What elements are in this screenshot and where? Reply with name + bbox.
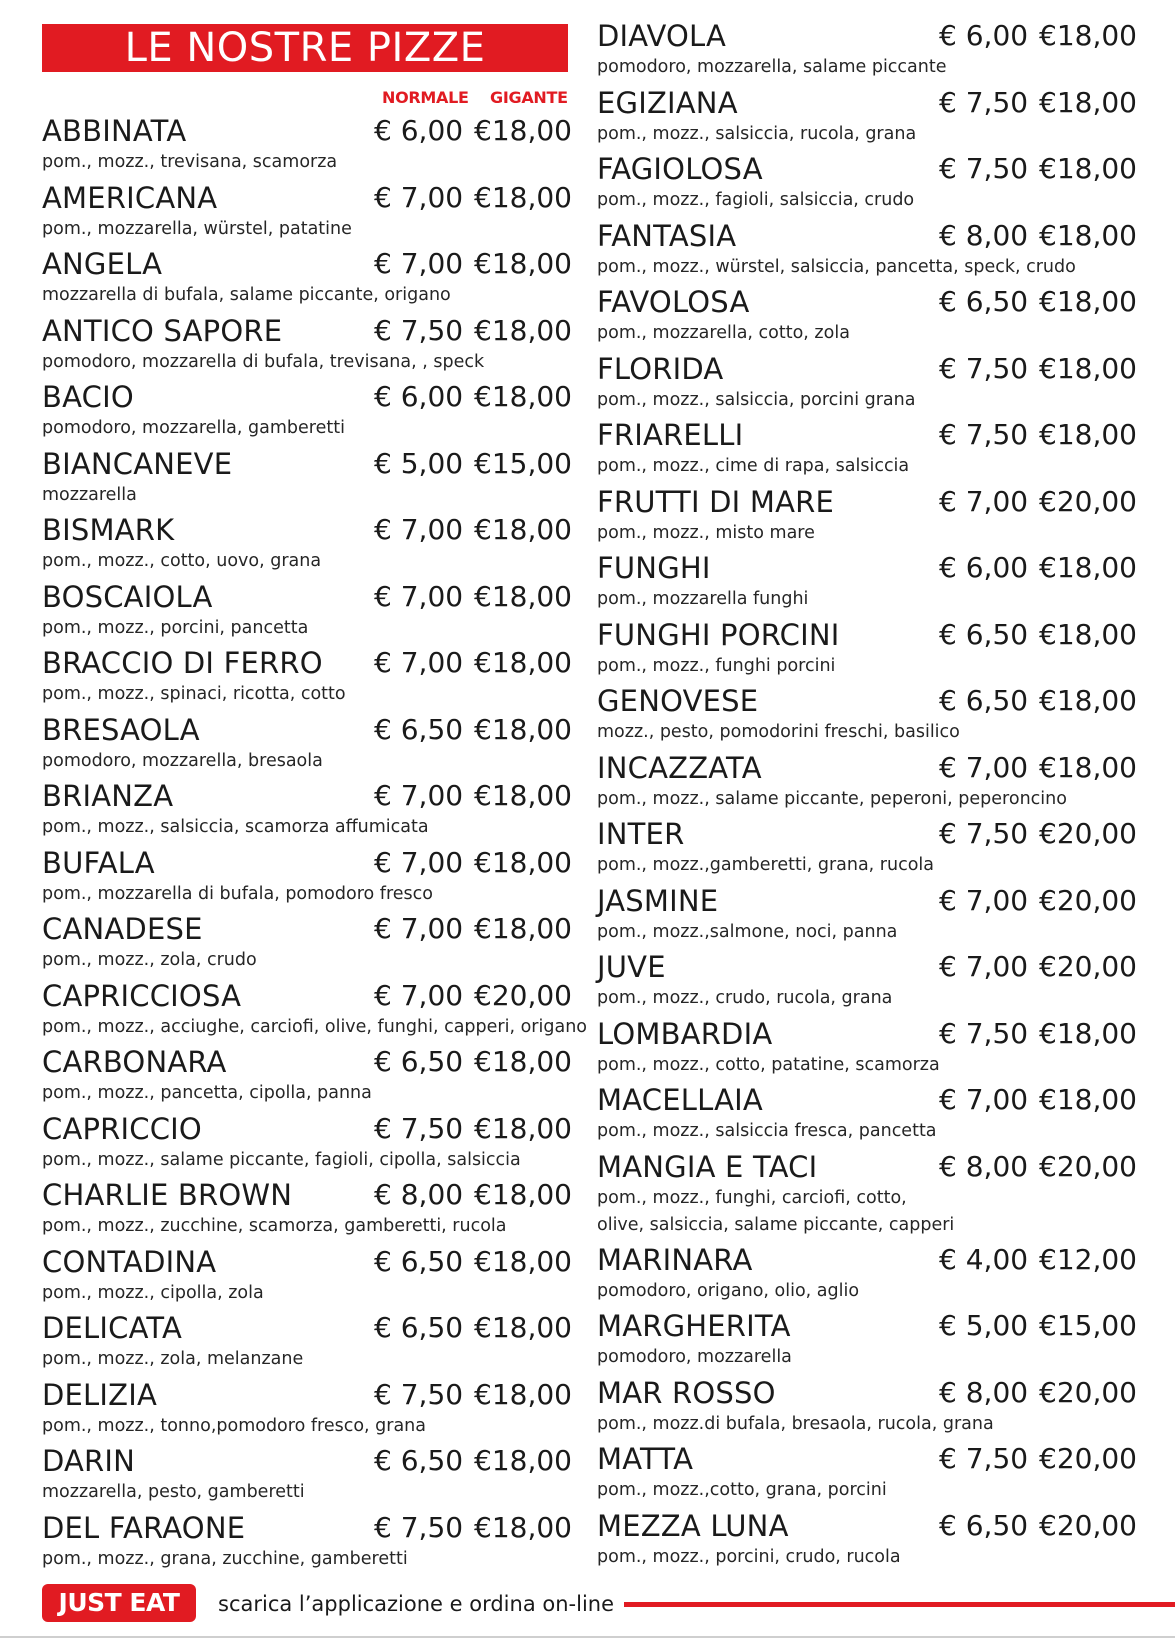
menu-title: LE NOSTRE PIZZE <box>42 24 568 72</box>
pizza-ingredients: pom., mozz., salame piccante, peperoni, peperoncino <box>597 788 1067 809</box>
pizza-name: INTER <box>597 817 685 851</box>
price-gigante: €18,00 <box>1039 750 1137 784</box>
price-gigante: €18,00 <box>1039 684 1137 717</box>
price-gigante: €18,00 <box>474 1045 572 1078</box>
pizza-ingredients: pomodoro, mozzarella, salame piccante <box>597 57 947 77</box>
pizza-ingredients: pom., mozz., würstel, salsiccia, pancetta, speck, crudo <box>597 256 1076 277</box>
pizza-ingredients: pomodoro, mozzarella, bresaola <box>42 750 323 771</box>
price-normale: € 7,00 <box>374 247 464 280</box>
price-normale: € 4,00 <box>939 1242 1029 1276</box>
pizza-name: LOMBARDIA <box>597 1016 773 1051</box>
pizza-ingredients: pom., mozz., pancetta, cipolla, panna <box>42 1083 372 1103</box>
price-group <box>939 1149 1137 1185</box>
pizza-name: CHARLIE BROWN <box>42 1178 293 1212</box>
price-gigante: €15,00 <box>1039 1309 1137 1342</box>
menu-item <box>597 151 1137 218</box>
price-group <box>939 683 1137 719</box>
price-group <box>374 579 572 615</box>
pizza-name: INCAZZATA <box>597 750 762 785</box>
price-normale: € 6,00 <box>939 551 1029 584</box>
menu-item <box>597 1308 1137 1375</box>
pizza-ingredients: pom., mozz., grana, zucchine, gamberetti <box>42 1548 408 1569</box>
price-normale: € 7,00 <box>374 646 464 679</box>
price-group <box>374 1177 572 1213</box>
price-normale: € 7,00 <box>939 1083 1029 1116</box>
price-normale: € 6,50 <box>939 285 1029 318</box>
price-gigante: €20,00 <box>1039 1442 1137 1475</box>
pizza-name: AMERICANA <box>42 180 218 215</box>
pizza-ingredients: pom., mozz., trevisana, scamorza <box>42 152 338 172</box>
pizza-ingredients: pom., mozzarella di bufala, pomodoro fresco <box>42 883 433 904</box>
price-group <box>939 617 1137 653</box>
price-normale: € 7,50 <box>939 85 1029 119</box>
price-gigante: €20,00 <box>1039 883 1137 917</box>
menu-item <box>597 85 1137 152</box>
price-gigante: €18,00 <box>1039 551 1137 584</box>
footer-divider <box>624 1602 1175 1607</box>
pizza-ingredients: mozzarella, pesto, gamberetti <box>42 1482 305 1502</box>
pizza-ingredients: pomodoro, mozzarella, gamberetti <box>42 418 345 438</box>
price-group <box>939 85 1137 121</box>
menu-item <box>597 1441 1137 1508</box>
pizza-name: EGIZIANA <box>597 85 738 120</box>
pizza-ingredients: pom., mozzarella, würstel, patatine <box>42 218 352 239</box>
price-group <box>374 1510 572 1546</box>
menu-item <box>42 911 572 978</box>
pizza-name: DELIZIA <box>42 1377 158 1412</box>
menu-item <box>597 816 1137 883</box>
price-group <box>939 18 1137 54</box>
pizza-name: FRUTTI DI MARE <box>597 484 834 519</box>
price-normale: € 7,00 <box>939 484 1029 518</box>
menu-item <box>597 18 1137 85</box>
price-group <box>939 550 1137 586</box>
menu-item <box>42 512 572 579</box>
menu-item <box>42 1310 572 1377</box>
menu-item <box>42 978 587 1045</box>
price-group <box>374 1310 572 1346</box>
menu-item <box>597 1016 1137 1083</box>
pizza-ingredients: pom., mozz., salsiccia fresca, pancetta <box>597 1121 937 1141</box>
price-group <box>374 446 572 482</box>
price-gigante: €18,00 <box>1039 285 1137 318</box>
pizza-name: CAPRICCIO <box>42 1111 202 1146</box>
pizza-ingredients: pom., mozz., cime di rapa, salsiccia <box>597 456 910 476</box>
menu-item <box>42 379 572 446</box>
price-group <box>939 1508 1137 1544</box>
price-gigante: €20,00 <box>1039 1375 1137 1409</box>
price-group <box>939 151 1137 187</box>
price-gigante: €18,00 <box>474 513 572 546</box>
price-gigante: €20,00 <box>474 978 572 1012</box>
price-normale: € 6,50 <box>374 1244 464 1278</box>
price-gigante: €18,00 <box>474 247 572 280</box>
price-gigante: €20,00 <box>1039 1149 1137 1183</box>
pizza-name: FANTASIA <box>597 218 737 253</box>
price-group <box>939 1375 1137 1411</box>
menu-item <box>42 1044 572 1111</box>
price-group <box>939 816 1137 852</box>
price-normale: € 7,00 <box>374 579 464 613</box>
price-gigante: €18,00 <box>1039 1083 1137 1116</box>
price-group <box>374 712 572 748</box>
price-group <box>939 750 1137 786</box>
price-gigante: €18,00 <box>474 712 572 746</box>
price-normale: € 7,50 <box>939 418 1029 451</box>
pizza-name: ABBINATA <box>42 114 187 148</box>
price-gigante: €18,00 <box>1039 152 1137 185</box>
menu-item <box>597 1242 1137 1309</box>
pizza-name: MAR ROSSO <box>597 1375 776 1410</box>
pizza-ingredients: pom., mozz., cipolla, zola <box>42 1282 264 1303</box>
pizza-ingredients: pom., mozz., funghi, carciofi, cotto, <box>597 1187 907 1208</box>
price-normale: € 7,50 <box>939 152 1029 185</box>
pizza-name: FLORIDA <box>597 351 724 386</box>
menu-item <box>597 1508 1137 1575</box>
price-normale: € 6,00 <box>374 380 464 413</box>
pizza-name: FUNGHI PORCINI <box>597 617 840 652</box>
price-normale: € 7,50 <box>939 1442 1029 1475</box>
price-normale: € 7,00 <box>374 513 464 546</box>
price-normale: € 8,00 <box>939 1149 1029 1183</box>
price-gigante: €18,00 <box>474 1444 572 1477</box>
price-normale: € 7,50 <box>374 1377 464 1411</box>
price-normale: € 5,00 <box>939 1309 1029 1342</box>
price-gigante: €18,00 <box>474 1510 572 1544</box>
pizza-ingredients: pom., mozz., cotto, uovo, grana <box>42 551 322 571</box>
price-gigante: €18,00 <box>1039 1016 1137 1050</box>
pizza-ingredients: pom., mozz., zola, melanzane <box>42 1349 304 1369</box>
right-column <box>597 18 1137 1574</box>
price-group <box>939 1016 1137 1052</box>
price-normale: € 6,50 <box>939 684 1029 717</box>
pizza-ingredients: pom., mozz., porcini, crudo, rucola <box>597 1546 901 1567</box>
menu-item <box>42 246 572 313</box>
pizza-name: BRESAOLA <box>42 712 200 747</box>
pizza-ingredients: pomodoro, origano, olio, aglio <box>597 1280 860 1301</box>
pizza-name: BIANCANEVE <box>42 446 233 481</box>
price-normale: € 7,50 <box>374 1111 464 1145</box>
pizza-ingredients: pom., mozz.,salmone, noci, panna <box>597 921 898 942</box>
price-gigante: €18,00 <box>474 180 572 214</box>
price-group <box>939 1441 1137 1477</box>
price-group <box>374 313 572 349</box>
price-group <box>374 645 572 681</box>
pizza-name: DIAVOLA <box>597 19 727 53</box>
pizza-ingredients: pom., mozzarella, cotto, zola <box>597 323 850 343</box>
pizza-name: FRIARELLI <box>597 418 744 452</box>
price-gigante: €18,00 <box>474 1311 572 1344</box>
menu-item <box>42 446 572 513</box>
pizza-name: BRIANZA <box>42 779 174 813</box>
pizza-name: MARGHERITA <box>597 1309 791 1343</box>
price-group <box>374 1044 572 1080</box>
price-gigante: €12,00 <box>1039 1242 1137 1276</box>
price-gigante: €15,00 <box>474 446 572 480</box>
pizza-ingredients: pom., mozz., zola, crudo <box>42 950 257 970</box>
footer-text: scarica l’applicazione e ordina on-line <box>218 1592 615 1616</box>
pizza-ingredients: pom., mozz., crudo, rucola, grana <box>597 988 893 1008</box>
pizza-name: MACELLAIA <box>597 1083 763 1117</box>
price-normale: € 6,00 <box>939 19 1029 52</box>
menu-item <box>597 617 1137 684</box>
price-gigante: €18,00 <box>474 845 572 879</box>
pizza-name: MATTA <box>597 1442 694 1476</box>
pizza-name: FAVOLOSA <box>597 285 750 319</box>
price-group <box>374 845 572 881</box>
pizza-ingredients: pom., mozz., salsiccia, porcini grana <box>597 389 916 410</box>
price-gigante: €20,00 <box>1039 817 1137 850</box>
menu-item <box>42 579 572 646</box>
menu-item <box>597 1375 1137 1442</box>
pizza-name: DEL FARAONE <box>42 1510 246 1545</box>
menu-item <box>42 1510 572 1577</box>
pizza-ingredients: pom., mozz., misto mare <box>597 522 815 543</box>
price-gigante: €18,00 <box>474 912 572 945</box>
price-normale: € 7,00 <box>374 180 464 214</box>
price-group <box>374 1377 572 1413</box>
price-group <box>374 113 572 149</box>
menu-item <box>42 1377 572 1444</box>
price-normale: € 6,00 <box>374 114 464 147</box>
menu-item <box>42 712 572 779</box>
pizza-ingredients: pom., mozz., salsiccia, rucola, grana <box>597 123 917 144</box>
just-eat-logo[interactable]: JUST EAT <box>42 1584 196 1622</box>
menu-item <box>597 949 1137 1016</box>
pizza-ingredients: pom., mozz.,gamberetti, grana, rucola <box>597 855 935 875</box>
price-gigante: €18,00 <box>474 1377 572 1411</box>
price-gigante: €18,00 <box>1039 418 1137 451</box>
pizza-ingredients: mozzarella di bufala, salame piccante, origano <box>42 285 451 305</box>
price-normale: € 6,50 <box>374 1045 464 1078</box>
pizza-name: ANTICO SAPORE <box>42 313 283 348</box>
pizza-ingredients: pomodoro, mozzarella di bufala, trevisana, , speck <box>42 351 485 372</box>
price-group <box>939 351 1137 387</box>
pizza-ingredients: pom., mozz.di bufala, bresaola, rucola, grana <box>597 1413 994 1434</box>
pizza-ingredients-continued: olive, salsiccia, salame piccante, capperi <box>597 1214 955 1235</box>
price-group <box>374 512 572 548</box>
price-group <box>939 1308 1137 1344</box>
pizza-ingredients: pom., mozz., salame piccante, fagioli, cipolla, salsiccia <box>42 1149 521 1170</box>
menu-item <box>597 484 1137 551</box>
pizza-name: JUVE <box>597 950 666 984</box>
pizza-name: CARBONARA <box>42 1045 227 1079</box>
pizza-name: MARINARA <box>597 1242 753 1277</box>
price-gigante: €20,00 <box>1039 484 1137 518</box>
price-group <box>939 883 1137 919</box>
pizza-name: MANGIA E TACI <box>597 1149 818 1184</box>
price-normale: € 8,00 <box>374 1178 464 1211</box>
column-header-gigante: GIGANTE <box>490 88 568 107</box>
price-gigante: €18,00 <box>474 1178 572 1211</box>
price-normale: € 7,50 <box>374 1510 464 1544</box>
pizza-ingredients: pom., mozz., cotto, patatine, scamorza <box>597 1054 940 1075</box>
menu-item <box>597 218 1137 285</box>
price-normale: € 7,00 <box>939 950 1029 983</box>
price-gigante: €20,00 <box>1039 950 1137 983</box>
bottom-border <box>0 1636 1175 1638</box>
price-gigante: €18,00 <box>1039 85 1137 119</box>
price-group <box>939 284 1137 320</box>
pizza-name: BUFALA <box>42 845 155 880</box>
price-group <box>374 1244 572 1280</box>
price-normale: € 7,50 <box>939 817 1029 850</box>
price-normale: € 7,00 <box>939 750 1029 784</box>
pizza-ingredients: pom., mozz., acciughe, carciofi, olive, funghi, capperi, origano <box>42 1016 587 1037</box>
pizza-ingredients: pom., mozz., tonno,pomodoro fresco, grana <box>42 1415 427 1436</box>
price-normale: € 6,50 <box>374 1444 464 1477</box>
pizza-ingredients: pom., mozz., funghi porcini <box>597 655 836 676</box>
left-column <box>42 113 587 1576</box>
menu-item <box>597 284 1137 351</box>
pizza-name: FAGIOLOSA <box>597 152 763 186</box>
pizza-ingredients: pom., mozz.,cotto, grana, porcini <box>597 1480 887 1500</box>
pizza-ingredients: pom., mozzarella funghi <box>597 589 809 609</box>
price-group <box>939 949 1137 985</box>
price-normale: € 5,00 <box>374 446 464 480</box>
price-normale: € 6,50 <box>939 1508 1029 1542</box>
price-gigante: €18,00 <box>474 779 572 812</box>
pizza-name: BACIO <box>42 380 134 414</box>
price-normale: € 7,00 <box>939 883 1029 917</box>
price-gigante: €18,00 <box>474 313 572 347</box>
price-gigante: €18,00 <box>474 1244 572 1278</box>
price-gigante: €18,00 <box>1039 19 1137 52</box>
pizza-ingredients: mozz., pesto, pomodorini freschi, basilico <box>597 722 960 742</box>
price-normale: € 7,00 <box>374 978 464 1012</box>
pizza-ingredients: pom., mozz., salsiccia, scamorza affumicata <box>42 817 429 837</box>
menu-item <box>42 1244 572 1311</box>
pizza-name: ANGELA <box>42 247 163 281</box>
menu-item <box>42 1443 572 1510</box>
price-group <box>374 778 572 814</box>
menu-item <box>597 883 1137 950</box>
pizza-name: FUNGHI <box>597 551 711 585</box>
pizza-name: DARIN <box>42 1444 136 1478</box>
price-group <box>374 1111 572 1147</box>
menu-item <box>597 417 1137 484</box>
pizza-name: CONTADINA <box>42 1244 217 1279</box>
pizza-name: BOSCAIOLA <box>42 579 213 614</box>
price-group <box>374 911 572 947</box>
pizza-ingredients: pomodoro, mozzarella <box>597 1347 792 1367</box>
price-group <box>374 379 572 415</box>
menu-item <box>597 550 1137 617</box>
price-group <box>939 1242 1137 1278</box>
menu-item <box>597 750 1137 817</box>
menu-item <box>42 313 572 380</box>
price-group <box>374 1443 572 1479</box>
price-group <box>374 180 572 216</box>
pizza-ingredients: pom., mozz., porcini, pancetta <box>42 617 309 638</box>
price-normale: € 8,00 <box>939 1375 1029 1409</box>
price-group <box>939 484 1137 520</box>
pizza-name: BISMARK <box>42 513 175 547</box>
pizza-name: BRACCIO DI FERRO <box>42 646 323 680</box>
pizza-name: GENOVESE <box>597 684 759 718</box>
menu-item <box>597 1149 1137 1242</box>
pizza-ingredients: pom., mozz., fagioli, salsiccia, crudo <box>597 190 915 210</box>
price-normale: € 6,50 <box>374 1311 464 1344</box>
price-group <box>374 246 572 282</box>
menu-item <box>42 113 572 180</box>
price-gigante: €18,00 <box>474 646 572 679</box>
price-gigante: €18,00 <box>1039 617 1137 651</box>
menu-item <box>42 778 572 845</box>
price-gigante: €18,00 <box>474 1111 572 1145</box>
menu-item <box>42 180 572 247</box>
price-normale: € 6,50 <box>374 712 464 746</box>
menu-item <box>597 351 1137 418</box>
price-normale: € 6,50 <box>939 617 1029 651</box>
pizza-name: DELICATA <box>42 1311 183 1345</box>
pizza-ingredients: pom., mozz., spinaci, ricotta, cotto <box>42 684 346 704</box>
pizza-ingredients: pom., mozz., zucchine, scamorza, gamberetti, rucola <box>42 1216 507 1236</box>
price-normale: € 7,50 <box>374 313 464 347</box>
price-normale: € 7,00 <box>374 912 464 945</box>
price-gigante: €18,00 <box>474 380 572 413</box>
menu-item <box>42 1177 572 1244</box>
pizza-ingredients: mozzarella <box>42 484 137 505</box>
price-normale: € 7,00 <box>374 779 464 812</box>
column-header-normale: NORMALE <box>382 88 469 107</box>
price-gigante: €20,00 <box>1039 1508 1137 1542</box>
pizza-name: CAPRICCIOSA <box>42 978 242 1013</box>
menu-item <box>42 645 572 712</box>
menu-item <box>42 1111 572 1178</box>
price-normale: € 7,50 <box>939 351 1029 385</box>
menu-item <box>42 845 572 912</box>
price-gigante: €18,00 <box>1039 218 1137 252</box>
price-normale: € 8,00 <box>939 218 1029 252</box>
menu-item <box>597 1082 1137 1149</box>
price-normale: € 7,50 <box>939 1016 1029 1050</box>
price-gigante: €18,00 <box>1039 351 1137 385</box>
pizza-name: MEZZA LUNA <box>597 1508 789 1543</box>
price-gigante: €18,00 <box>474 114 572 147</box>
pizza-name: JASMINE <box>597 883 719 918</box>
price-group <box>939 1082 1137 1118</box>
price-group <box>374 978 572 1014</box>
price-gigante: €18,00 <box>474 579 572 613</box>
menu-item <box>597 683 1137 750</box>
price-group <box>939 417 1137 453</box>
pizza-name: CANADESE <box>42 912 203 946</box>
price-group <box>939 218 1137 254</box>
price-normale: € 7,00 <box>374 845 464 879</box>
